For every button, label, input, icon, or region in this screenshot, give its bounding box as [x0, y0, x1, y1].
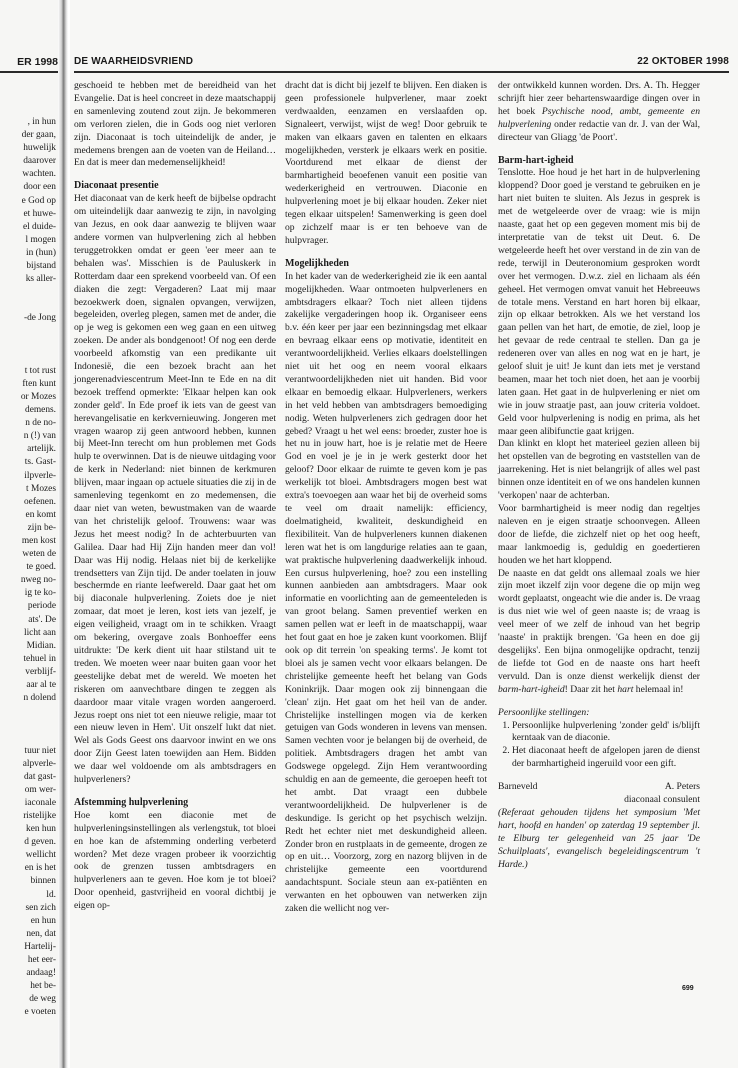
left-fragment-line: Midian.: [26, 640, 56, 651]
left-fragment-line: oefenen.: [23, 496, 56, 507]
left-fragment-line: nweg no-: [20, 575, 56, 586]
left-fragment-line: ken hun: [26, 824, 56, 835]
left-fragment-line: e God op: [21, 195, 56, 206]
left-fragment-line: [0, 339, 56, 352]
publication-title: DE WAARHEIDSVRIEND: [74, 56, 194, 67]
text-run: onder redactie van dr. J. van der Wal, directeur van Gliagg 'de Poort'.: [498, 118, 700, 143]
list-item: 1. Persoonlijke hulpverlening 'zonder geld' is/blijft kerntaak van de diaconie.: [512, 720, 700, 746]
left-fragment-line: ristelijke: [23, 810, 56, 821]
left-fragment-line: [0, 718, 56, 731]
paragraph: Het diaconaat van de kerk heeft de bijbelse opdracht om uiteindelijk daar aanwezig te zijn, in navolging van Jezus, en ook daar aanwezig te blijven waar andere vormen van hulpverlening zich al hebben teruggetrokken omdat er geen 'eer meer aan te behalen was'. Misschien is de Pauluskerk in Rotterdam daar een sprekend voorbeeld van. Of een diaken die zegt: Vergaderen? Laat mij maar bezoekwerk doen, signalen opvangen, verwijzen, begeleiden, overleg plegen, samen met de ander, die op je weg is gekomen een weg gaan en een uitweg zoeken. De ander als bondgenoot! Of nog een derde voorbeeld afkomstig van een predikante uit Indonesië, die een bezoek bracht aan het jongerenadviescentrum Meet-Inn te Ede en na dit bezoek treffend opmerkte: 'Elkaar helpen kan ook zonder geld'. In Ede proef ik iets van de geest van herevangelisatie en kerkvernieuwing. Jongeren met vragen waarop zij geen antwoord hebben, kunnen bij Meet-Inn terecht om hun problemen met Gods hulp te overwinnen. Dat is de nieuwe uitdaging voor de kerk in Nederland: niet binnen de kerkmuren blijven, maar ingaan op actuele situaties die zij in de samenleving tegenkomt en zo medemensen, die daar niet van weten, bewustmaken van de waarde van het christelijk geloof. Trouwens: waar was Jezus het meest nodig? In de achterbuurten van Galilea. Daar had Hij Zijn handen meer dan vol! Daar was Hij nodig. Helaas niet bij de kerkelijke trendsetters van Zijn tijd. De ander toelaten in jouw beschermde en riante leefwereld. Daar gaat het om bij diaconale hulpverlening. Zoiets doe je niet zomaar, dat moet je leren, kost iets van jezelf, je eigen veiligheid, vraagt om in te schikken. Vraagt om bekering, overgave zoals Bonhoeffer eens uitdrukte: 'De kerk dient uit haar stilstand uit te treden. We moeten weer naar buiten gaan voor het geestelijke debat met de wereld. We moeten het riskeren om aanvechtbare dingen te zeggen als daardoor maar vitale vragen worden aangeroerd. Jezus roept ons niet tot een nieuwe religie, maar tot een nieuw leven in Hem'. Uit onszelf lukt dat niet. Wel als Gods Geest ons daarvoor inwint en we ons door Zijn Geest laten toewijden aan Hem. Bidden we daar wel voldoende om als ambtsdragers en hulpverleners?: [74, 193, 276, 786]
right-page: [70, 0, 738, 1068]
place: Barneveld: [498, 781, 538, 793]
left-fragment-line: l mogen: [25, 234, 56, 245]
page-number: 699: [682, 985, 694, 992]
left-fragment-line: periode: [27, 601, 56, 612]
left-fragment-line: ks aller-: [25, 274, 56, 285]
author-role: diaconaal consulent: [624, 794, 700, 806]
section-heading: Mogelijkheden: [285, 257, 349, 269]
left-fragment-line: e voeten: [24, 1007, 56, 1018]
left-fragment-line: tuur niet: [24, 745, 56, 756]
left-fragment-line: om wer-: [24, 784, 56, 795]
left-fragment-line: het be-: [30, 981, 56, 992]
left-fragment-line: bijstand: [26, 261, 56, 272]
left-fragment-line: aar al te: [26, 680, 56, 691]
left-fragment-line: ts. Gast-: [24, 457, 56, 468]
paragraph: [498, 80, 700, 145]
section-heading: Barm-hart-igheid: [498, 154, 574, 166]
paragraph: Hoe komt een diaconie met de hulpverleningsinstellingen als verlengstuk, tot bloei en hoe kan de afstemming onderling verbeterd worden? Met deze vragen probeer ik voorzichtig ook de grenzen tussen ambtsdragers en hulpverleners aan te geven. Hoe kom je tot bloei? Door openheid, gastvrijheid en vooral dichtbij je eigen op-: [74, 809, 276, 912]
footnote: (Referaat gehouden tijdens het symposium 'Met hart, hoofd en handen' op zaterdag 19 september jl. te Elburg ter gelegenheid van 25 jaar 'De Schuilplaats', evangelisch begeleidingscentrum 't Harde.): [498, 806, 700, 870]
left-page-header: ER 1998: [17, 56, 58, 68]
left-fragment-line: en komt: [25, 509, 56, 520]
list-item: 2. Het diaconaat heeft de afgelopen jaren de dienst der barmhartigheid ingeruild voor een gift.: [512, 745, 700, 771]
publication-date: 22 OKTOBER 1998: [637, 56, 729, 67]
left-fragment-line: el duide-: [22, 221, 56, 232]
left-fragment-line: ig te ko-: [24, 588, 56, 599]
left-fragment-line: t Mozes: [26, 483, 56, 494]
paragraph: Voor barmhartigheid is meer nodig dan regeltjes naleven en je eigen straatje schoonvegen. Alleen door de liefde, die zichzelf niet op het oog heeft, maar lankmoedig is, geduldig en goedertieren houden we het hart kloppend.: [498, 503, 700, 566]
emphasis: barm-hart-igheid: [498, 683, 565, 695]
left-fragment-line: [0, 299, 56, 312]
left-fragment-line: t tot rust: [24, 365, 56, 376]
left-header-rule: [0, 71, 58, 73]
left-fragment-line: n (!) van: [23, 431, 56, 442]
left-fragment-line: men kost: [21, 536, 56, 546]
text-run: helemaal in!: [633, 683, 684, 695]
paragraph: dracht dat is dicht bij jezelf te blijven. Een diaken is geen professionele hulpverlener, maar zoekt verdwaalden, eenzamen en verslaafden op. Signaleert, verwijst, wijst de weg! Door gebruik te maken van elkaars gaven en talenten en elkaars mogelijkheden, versterk je elkaars werk en positie. Voortdurend met elkaar de dienst der barmhartigheid beoefenen vanuit een positie van wederkerigheid en vertrouwen. Diaconie en hulpverlening moet je bij elkaar houden. Zeker niet tegen elkaar uitspelen! Samenwerking is geen doel op zichzelf maar is er ten behoeve van de hulpvrager.: [285, 80, 487, 246]
left-fragment-line: huwelijk: [23, 143, 56, 154]
paragraph: [498, 568, 700, 697]
left-fragment-line: de weg: [29, 994, 56, 1005]
left-fragment-line: [0, 705, 56, 718]
left-fragment-line: or Mozes: [20, 391, 56, 402]
paragraph: Tenslotte. Hoe houd je het hart in de hulpverlening kloppend? Door goed je verstand te gebruiken en je hart niet buiten te sluiten. Als Jezus in gesprek is met de wetgeleerde over de vraag: wie is mijn naaste, gaat het op een gegeven moment mis bij de interpretatie van de tekst uit Deut. 6. De wetgeleerde heeft het over verstand in de zin van de rede, terwijl in Deuteronomium gesproken wordt over het vermogen. D.w.z. ziel en lichaam als één geheel. Het vermogen omvat vanuit het Hebreeuws de totale mens. Verstand en hart horen bij elkaar, zijn op elkaar betrokken. Als we het verstand los gaan pellen van het hart, de emotie, de ziel, loop je het gevaar de rede centraal te stellen. Dan ga je redeneren over van alles en nog wat en je hart, je geloof sluit je uit! Je kunt dan iets met je verstand beamen, maar het toch niet doen, het aan je voorbij laten gaan. Het gaat in de hulpverlening er niet om wie in jouw straatje past, aan jouw criteria voldoet. Geld voor hulpverlening is nodig en prima, als het maar geen alibifunctie gaat krijgen.: [498, 167, 700, 437]
stellingen-list: [498, 720, 700, 772]
left-fragment-line: sen zich: [25, 902, 56, 913]
left-fragment-line: der gaan,: [21, 130, 56, 141]
left-fragment-line: , in hun: [27, 117, 56, 127]
left-fragment-line: en is het: [24, 863, 56, 874]
emphasis: hart: [617, 683, 634, 695]
left-fragment-line: zijn be-: [27, 522, 56, 533]
left-fragment-line: verblijf-: [25, 666, 56, 677]
left-fragment-line: in (hun): [26, 247, 56, 258]
left-fragment-line: [0, 352, 56, 365]
left-fragment-line: Hartelij-: [24, 941, 56, 952]
left-fragment-line: weten de: [22, 549, 56, 560]
author-name: A. Peters: [664, 781, 700, 793]
left-fragment-line: artelijk.: [27, 444, 56, 455]
left-fragment-line: te goed.: [26, 562, 56, 573]
left-fragment-line: door een: [23, 182, 56, 193]
column-2: [285, 80, 487, 916]
left-fragment-line: binnen: [30, 876, 56, 887]
paragraph: geschoeid te hebben met de bereidheid van het Evangelie. Dat is heel concreet in deze maatschappij en samenleving zoutend zout zijn. Je bekommeren om verloren zielen, die in Gods oog niet verloren zijn. Diaconaat is toch uiteindelijk de ander, je medemens brengen aan de voeten van de Heiland… En dat is meer dan medemenselijkheid!: [74, 80, 276, 169]
signature-block: [498, 781, 700, 794]
text-run: De naaste en dat geldt ons allemaal zoals we hier zijn moet ikzelf zijn voor degene die op mijn weg wordt geplaatst, ongeacht wie die ander is. De vraag is dus niet wie wel of geen naaste is; de vraag is veel meer of we zelf de inhoud van het begrip 'naaste' in praktijk brengen. 'Ga heen en doe gij desgelijks'. Een bijna onmogelijke opdracht, tenzij de liefde tot God en de naaste ons hart heeft vervuld. Dan is onze dienst werkelijk dienst der: [498, 567, 700, 682]
left-fragment-line: et huwe-: [23, 208, 56, 219]
text-run: ! Daar zit het: [564, 683, 618, 695]
page-spine: [58, 0, 68, 1068]
left-fragment-line: wellicht: [25, 850, 56, 861]
section-heading: Afstemming hulpverlening: [74, 796, 189, 808]
column-1: [74, 80, 276, 913]
left-fragment-line: iaconale: [24, 797, 56, 808]
left-fragment-line: ilpverle-: [24, 470, 56, 481]
left-fragment-line: licht aan: [23, 627, 56, 638]
text-run: der ontwikkeld kunnen worden. Drs. A. Th. Hegger schrijft hier zeer behartenswaardige dingen over in het boek: [498, 80, 700, 117]
left-fragment-line: ften kunt: [22, 378, 56, 389]
left-page-fragments: [0, 116, 56, 1019]
stellingen-title: Persoonlijke stellingen:: [498, 706, 590, 718]
left-fragment-line: wachten.: [22, 169, 56, 180]
left-fragment-line: tehuel in: [23, 653, 56, 664]
paragraph: Dan klinkt en klopt het materieel gezien alleen bij het opstellen van de begroting en vaststellen van de jaarrekening. Het is niet belangrijk of alles wel past binnen onze identiteit en of we ons handelen kunnen 'verkopen' naar de achterban.: [498, 438, 700, 502]
left-fragment-line: [0, 326, 56, 339]
left-fragment-line: ats'. De: [28, 614, 56, 625]
left-fragment-line: demens.: [25, 405, 56, 416]
left-page-edge: [0, 0, 58, 1068]
left-fragment-line: [0, 731, 56, 744]
left-fragment-line: -de Jong: [23, 313, 56, 324]
left-fragment-line: ld.: [46, 889, 56, 900]
left-fragment-line: het eer-: [27, 955, 56, 965]
paragraph: In het kader van de wederkerigheid zie ik een aantal mogelijkheden. Waar ontmoeten hulpverleners en ambtsdragers elkaar? Toch niet alleen tijdens zakelijke vergaderingen hoop ik. Organiseer eens b.v. één keer per jaar een bezinningsdag met elkaar en bevraag elkaar eens op motivatie, identiteit en verantwoordelijkheid. Verlies elkaars doelstellingen niet uit het oog en neem vooral elkaars verantwoordelijkheden niet uit handen. Bid voor elkaar en bemoedig elkaar. Hulpverleners, werkers in het veld hebben van ambtsdragers bemoediging nodig. Weten hulpverleners zich gedragen door het gebed? Vraagt u het wel eens: broeder, zuster hoe is het nu in jouw hart, hoe is je relatie met de Heere God en voel je je in je werk gesterkt door het geloof? Door elkaar de ruimte te geven kom je pas werkelijk tot bloei. Ambtsdragers mogen best wat extra's toevoegen aan waar het bij de overheid soms te veel om draait namelijk: efficiency, doelmatigheid, kwaliteit, deskundigheid en flexibiliteit. Van de hulpverleners kunnen diakenen leren wat het is om langdurige relaties aan te gaan, wat praktische hulpverlening daadwerkelijk inhoud. Een cursus hulpverlening, hoe? zou een instelling kunnen aanbieden aan ambtsdragers. Maar ook informatie en voorlichting aan de gemeenteleden is van groot belang. Samen preventief werken en samen pellen wat er leeft in de maatschappij, waar het fout gaat en hoe je zaken kunt voorkomen. Blijf ook op dit terrein 'on speaking terms'. Je komt tot bloei als je samen vecht voor elkaars belangen. De christelijke gemeente heeft het belang van Gods Koninkrijk. Daar mogen ook zij binnengaan die 'clean' zijn. Het gaat om het heil van de ander. Christelijke instellingen mogen via de kerken getuigen van Gods wonderen in levens van mensen. Samen vechten voor je belangen bij de overheid, de politiek. Ambtsdragers dragen het ambt van Godswege opgelegd. Zijn Hem verantwoording schuldig en aan de gemeente, die geroepen heeft tot het ambt. Dat vraagt een dubbele verantwoordelijkheid. De hulpverlener is de deskundige. Is gericht op het psychisch welzijn. Redt het echter niet met deskundigheid alleen. Zonder bron en rustplaats in de gemeente, drogen ze op en uit… Voorzorg, zorg en nazorg blijven in de christelijke gemeente een voortdurend aandachtspunt. Sociale steun aan ex-patiënten en verwanten en het opbouwen van netwerken zijn zaken die wellicht nog ver-: [285, 270, 487, 915]
left-fragment-line: d geven.: [24, 837, 56, 848]
left-fragment-line: en hun: [30, 915, 56, 926]
header-rule: [74, 71, 729, 73]
page-header: [74, 56, 729, 70]
section-heading: Diaconaat presentie: [74, 180, 159, 192]
left-fragment-line: n de no-: [25, 418, 56, 429]
left-fragment-line: nen, dat: [26, 928, 56, 939]
left-fragment-line: alpverle-: [22, 758, 56, 769]
left-fragment-line: andaag!: [26, 968, 56, 979]
left-fragment-line: dat gast-: [23, 771, 56, 782]
left-fragment-line: n dolend: [23, 693, 56, 704]
column-3: [498, 80, 700, 871]
left-fragment-line: [0, 286, 56, 299]
left-fragment-line: daarover: [23, 156, 56, 167]
stellingen-title-line: [498, 707, 700, 720]
book-title: Psychische nood, ambt, gemeente en hulpverlening: [498, 105, 700, 130]
